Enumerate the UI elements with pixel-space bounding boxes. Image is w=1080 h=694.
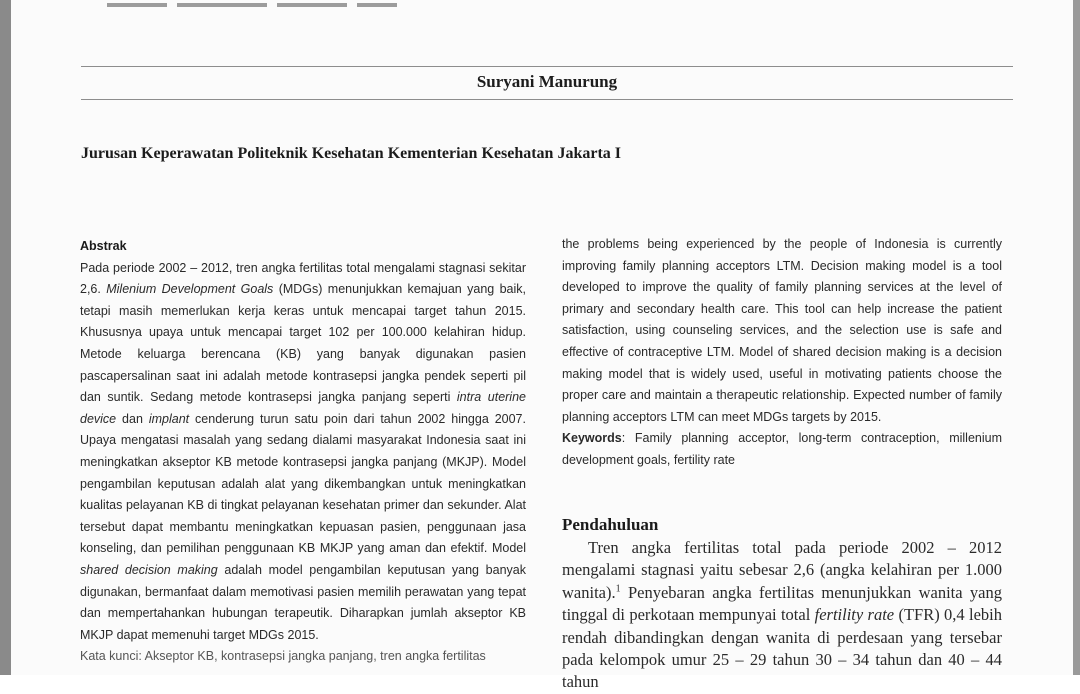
section-heading-introduction: Pendahuluan xyxy=(562,515,659,534)
keywords-line: Keywords: Family planning acceptor, long-term contraception, millenium development goals, fertility rate xyxy=(562,431,1002,467)
abstract-english xyxy=(562,234,1002,472)
abstract-keywords-cut: Kata kunci: Akseptor KB, kontrasepsi jangka panjang, tren angka fertilitas xyxy=(80,649,486,664)
abstract-body: Pada periode 2002 – 2012, tren angka fertilitas total mengalami stagnasi sekitar 2,6. Milenium Development Goals (MDGs) menunjukkan kemajuan yang baik, tetapi masih memerlukan kerja keras untuk mencapai target tahun 2015. Khususnya upaya untuk mencapai target 102 per 100.000 kelahiran hidup. Metode keluarga berencana (KB) yang banyak digunakan pasien pascapersalinan saat ini adalah metode kontrasepsi jangka pendek seperti pil dan suntik. Sedang metode kontrasepsi jangka panjang seperti intra uterine device dan implant cenderung turun satu poin dari tahun 2002 hingga 2007. Upaya mengatasi masalah yang sedang dialami masyarakat Indonesia saat ini meningkatkan akseptor KB metode kontrasepsi jangka panjang (MKJP). Model pengambilan keputusan adalah alat yang dikembangkan untuk meningkatkan kualitas pelayanan KB di tingkat pelayanan kesehatan primer dan sekunder. Alat tersebut dapat membantu meningkatkan kepuasan pasien, penggunaan jasa konseling, dan pemilihan penggunaan KB MKJP yang aman dan efektif. Model shared decision making adalah model pengambilan keputusan yang banyak digunakan, bermanfaat dalam memotivasi pasien memilih perawatan yang tepat dan mempertahankan hubungan terapeutik. Diharapkan jumlah akseptor KB MKJP dapat memenuhi target MDGs 2015. xyxy=(80,260,526,642)
introduction-body: Tren angka fertilitas total pada periode 2002 – 2012 mengalami stagnasi yaitu sebesar 2,6 (angka kelahiran per 1.000 wanita).$^1$ Penyebaran angka fertilitas menunjukkan wanita yang tinggal di perkotaan mempunyai total fertility rate (TFR) 0,4 lebih rendah dibandingkan dengan wanita di perdesaan yang tersebar pada kelompok umur 25 – 29 tahun 30 – 34 tahun dan 40 – 44 tahun xyxy=(562,538,1003,692)
author-top-rule xyxy=(81,66,1013,67)
left-frame-border xyxy=(0,0,11,675)
affiliation: Jurusan Keperawatan Politeknik Kesehatan Kementerian Kesehatan Jakarta I xyxy=(81,145,621,162)
english-abstract-body: the problems being experienced by the people of Indonesia is currently improving family planning acceptors LTM. Decision making model is a tool developed to improve the quality of family planning services at the level of primary and secondary health care. This tool can help increase the patient satisfaction, using counseling services, and the selection use is safe and effective of contraceptive LTM. Model of shared decision making is a decision making model that is widely used, useful in motivating patients choose the proper care and maintain a therapeutic relationship. Expected number of family planning acceptors LTM can meet MDGs targets by 2015. xyxy=(562,237,1002,424)
author-name: Suryani Manurung xyxy=(476,72,618,91)
journal-page xyxy=(11,0,1073,692)
right-frame-border xyxy=(1073,0,1080,675)
author-bottom-rule xyxy=(81,99,1013,100)
cropped-title-fragment xyxy=(107,0,427,4)
abstract-indonesian xyxy=(80,236,526,668)
abstract-heading: Abstrak xyxy=(80,239,127,253)
